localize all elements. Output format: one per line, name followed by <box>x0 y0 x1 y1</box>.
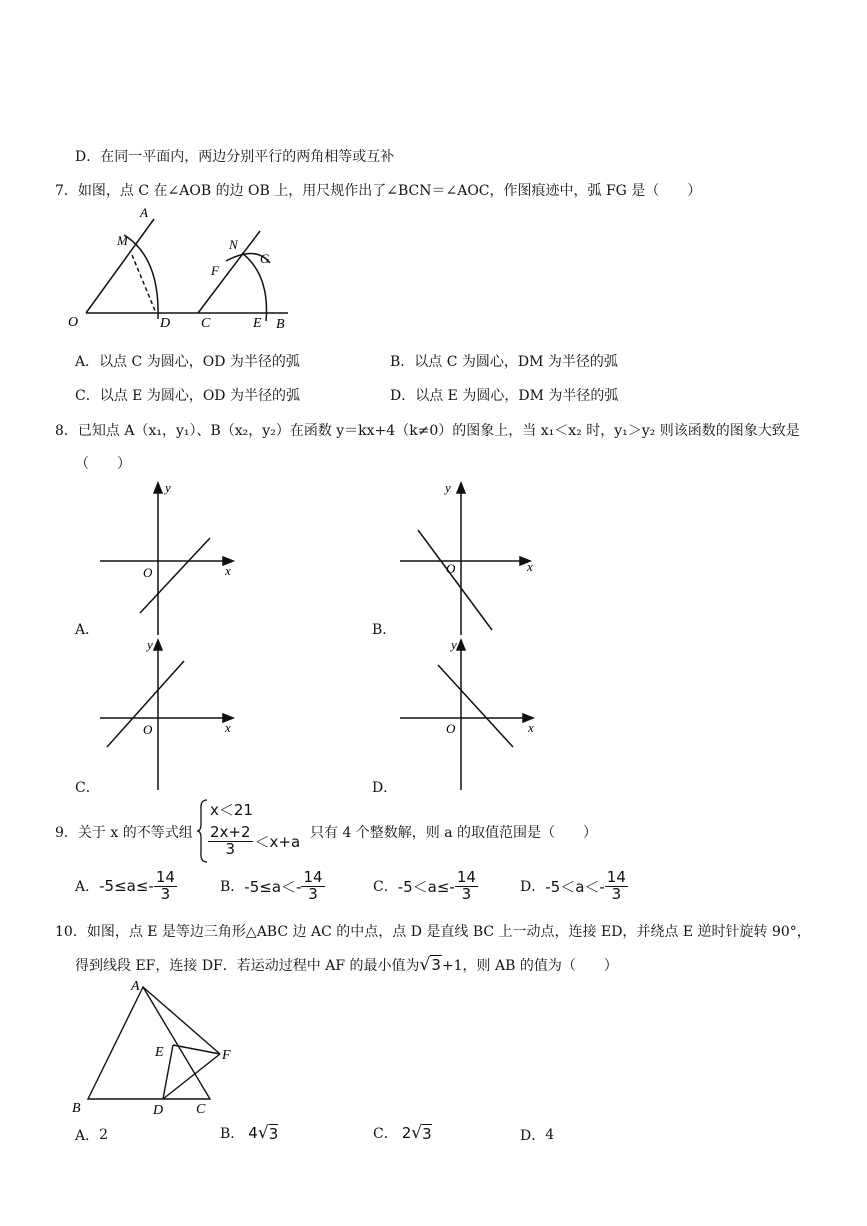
option-coef: 2 <box>401 1124 412 1142</box>
q9-option-c <box>373 870 478 903</box>
q7-option-d: D．以点 E 为圆心，DM 为半径的弧 <box>390 388 619 404</box>
y-label: y <box>451 637 457 652</box>
q10-option-b <box>220 1123 278 1143</box>
q9-stem-prefix: 9．关于 x 的不等式组 <box>55 825 193 841</box>
q8-label-d: D． <box>372 780 398 796</box>
option-label: A． <box>75 1128 100 1144</box>
system-brace <box>196 798 208 864</box>
q9-option-b <box>220 870 325 903</box>
label-f: F <box>211 263 219 278</box>
option-num: 14 <box>606 868 626 886</box>
option-expr: -5＜a≤- <box>397 877 455 896</box>
option-label: C． <box>373 879 398 896</box>
q10-option-a <box>75 1125 108 1145</box>
option-radicand: 3 <box>422 1124 432 1143</box>
label-m: M <box>117 233 128 248</box>
q7-stem: 7．如图，点 C 在∠AOB 的边 OB 上，用尺规作出了∠BCN＝∠AOC，作图痕迹中，弧 FG 是（ ） <box>55 183 702 199</box>
label-b: B <box>72 1101 81 1116</box>
y-axis-arrow <box>457 483 465 493</box>
label-n: N <box>229 237 238 252</box>
option-label: B． <box>220 1126 245 1142</box>
label-e: E <box>155 1045 164 1060</box>
segment-af <box>143 987 220 1054</box>
q10-option-c <box>373 1123 432 1143</box>
x-label: x <box>225 563 231 578</box>
triangle-abc <box>88 987 210 1099</box>
stem-part-b: +1，则 AB 的值为（ ） <box>441 958 618 974</box>
option-expr: -5≤a≤- <box>99 877 154 896</box>
y-label: y <box>147 637 153 652</box>
origin-label: O <box>143 722 153 737</box>
x-label: x <box>527 559 533 574</box>
radical-sign: √ <box>257 1123 269 1143</box>
option-expr: -5＜a＜- <box>545 877 605 896</box>
label-a: A <box>131 979 140 994</box>
q8-label-b: B． <box>372 622 397 638</box>
q9-option-a <box>75 870 177 903</box>
option-value: 4 <box>545 1127 555 1143</box>
fraction-denominator: 3 <box>225 839 236 858</box>
sqrt-expression <box>420 955 442 975</box>
fraction-numerator: 2x+2 <box>210 823 251 841</box>
y-axis-arrow <box>457 640 465 650</box>
option-num: 14 <box>155 868 175 886</box>
q8-graph-b <box>395 480 545 635</box>
q10-option-d <box>520 1125 554 1145</box>
q9-option-d <box>520 870 628 903</box>
option-label: D． <box>520 1128 546 1144</box>
segment-ed <box>163 1045 173 1099</box>
q8-paren: （ ） <box>75 456 131 472</box>
label-c: C <box>196 1102 206 1117</box>
q6-option-d: D．在同一平面内，两边分别平行的两角相等或互补 <box>75 149 395 165</box>
origin-label: O <box>446 561 456 576</box>
option-label: C． <box>373 1126 398 1142</box>
q7-option-b: B．以点 C 为圆心，DM 为半径的弧 <box>390 354 618 370</box>
option-coef: 4 <box>248 1124 258 1142</box>
system-line-1: x＜21 <box>210 801 253 819</box>
q7-option-c: C．以点 E 为圆心，OD 为半径的弧 <box>75 388 300 404</box>
label-d: D <box>160 316 171 331</box>
option-den: 3 <box>308 884 318 903</box>
q10-stem-line-2 <box>75 955 618 975</box>
segment-df <box>163 1054 220 1099</box>
q7-figure <box>60 205 305 335</box>
radicand: 3 <box>431 956 441 974</box>
option-den: 3 <box>160 884 171 903</box>
q8-graph-c <box>95 635 245 790</box>
system-line-2-rest: ＜x+a <box>254 832 301 851</box>
option-label: B． <box>220 879 245 896</box>
function-line <box>418 530 492 630</box>
label-o: O <box>68 315 79 330</box>
radical-sign: √ <box>411 1123 423 1143</box>
option-expr: -5≤a＜- <box>244 877 302 896</box>
q8-graph-a <box>95 480 245 635</box>
radical-sign: √ <box>419 955 431 975</box>
label-c: C <box>201 316 211 331</box>
label-e: E <box>253 316 262 331</box>
label-f: F <box>222 1048 231 1063</box>
q10-figure <box>65 975 240 1120</box>
q8-stem: 8．已知点 A（x₁，y₁）、B（x₂，y₂）在函数 y＝kx+4（k≠0）的图象上，当 x₁＜x₂ 时，y₁＞y₂ 则该函数的图象大致是 <box>55 423 800 439</box>
q8-graph-d <box>395 635 545 790</box>
y-axis-arrow <box>154 483 162 493</box>
q8-label-c: C． <box>75 780 100 796</box>
label-g: G <box>260 251 270 266</box>
option-den: 3 <box>461 884 472 903</box>
label-a: A <box>140 205 148 220</box>
fraction <box>208 825 253 858</box>
x-label: x <box>225 720 231 735</box>
stem-part-a: 得到线段 EF，连接 DF．若运动过程中 AF 的最小值为 <box>75 958 420 974</box>
system-line-2 <box>208 825 300 858</box>
y-axis-arrow <box>154 640 162 650</box>
q8-label-a: A． <box>75 622 100 638</box>
y-label: y <box>165 480 171 495</box>
option-den: 3 <box>611 884 622 903</box>
label-d: D <box>153 1103 164 1118</box>
option-label: D． <box>520 879 546 896</box>
origin-label: O <box>446 721 456 736</box>
option-label: A． <box>75 879 100 896</box>
option-radicand: 3 <box>268 1124 279 1143</box>
y-label: y <box>445 480 451 495</box>
dashed-md <box>132 255 156 313</box>
x-label: x <box>528 720 534 735</box>
q10-stem-line-1: 10．如图，点 E 是等边三角形△ABC 边 AC 的中点，点 D 是直线 BC 上一动点，连接 ED，并绕点 E 逆时针旋转 90°， <box>55 924 811 940</box>
option-num: 14 <box>456 868 476 886</box>
q7-option-a: A．以点 C 为圆心，OD 为半径的弧 <box>75 354 300 370</box>
origin-label: O <box>143 565 153 580</box>
option-num: 14 <box>303 868 323 886</box>
option-value: 2 <box>99 1127 109 1143</box>
q9-stem-suffix: 只有 4 个整数解，则 a 的取值范围是（ ） <box>310 825 598 841</box>
label-b: B <box>276 317 285 332</box>
